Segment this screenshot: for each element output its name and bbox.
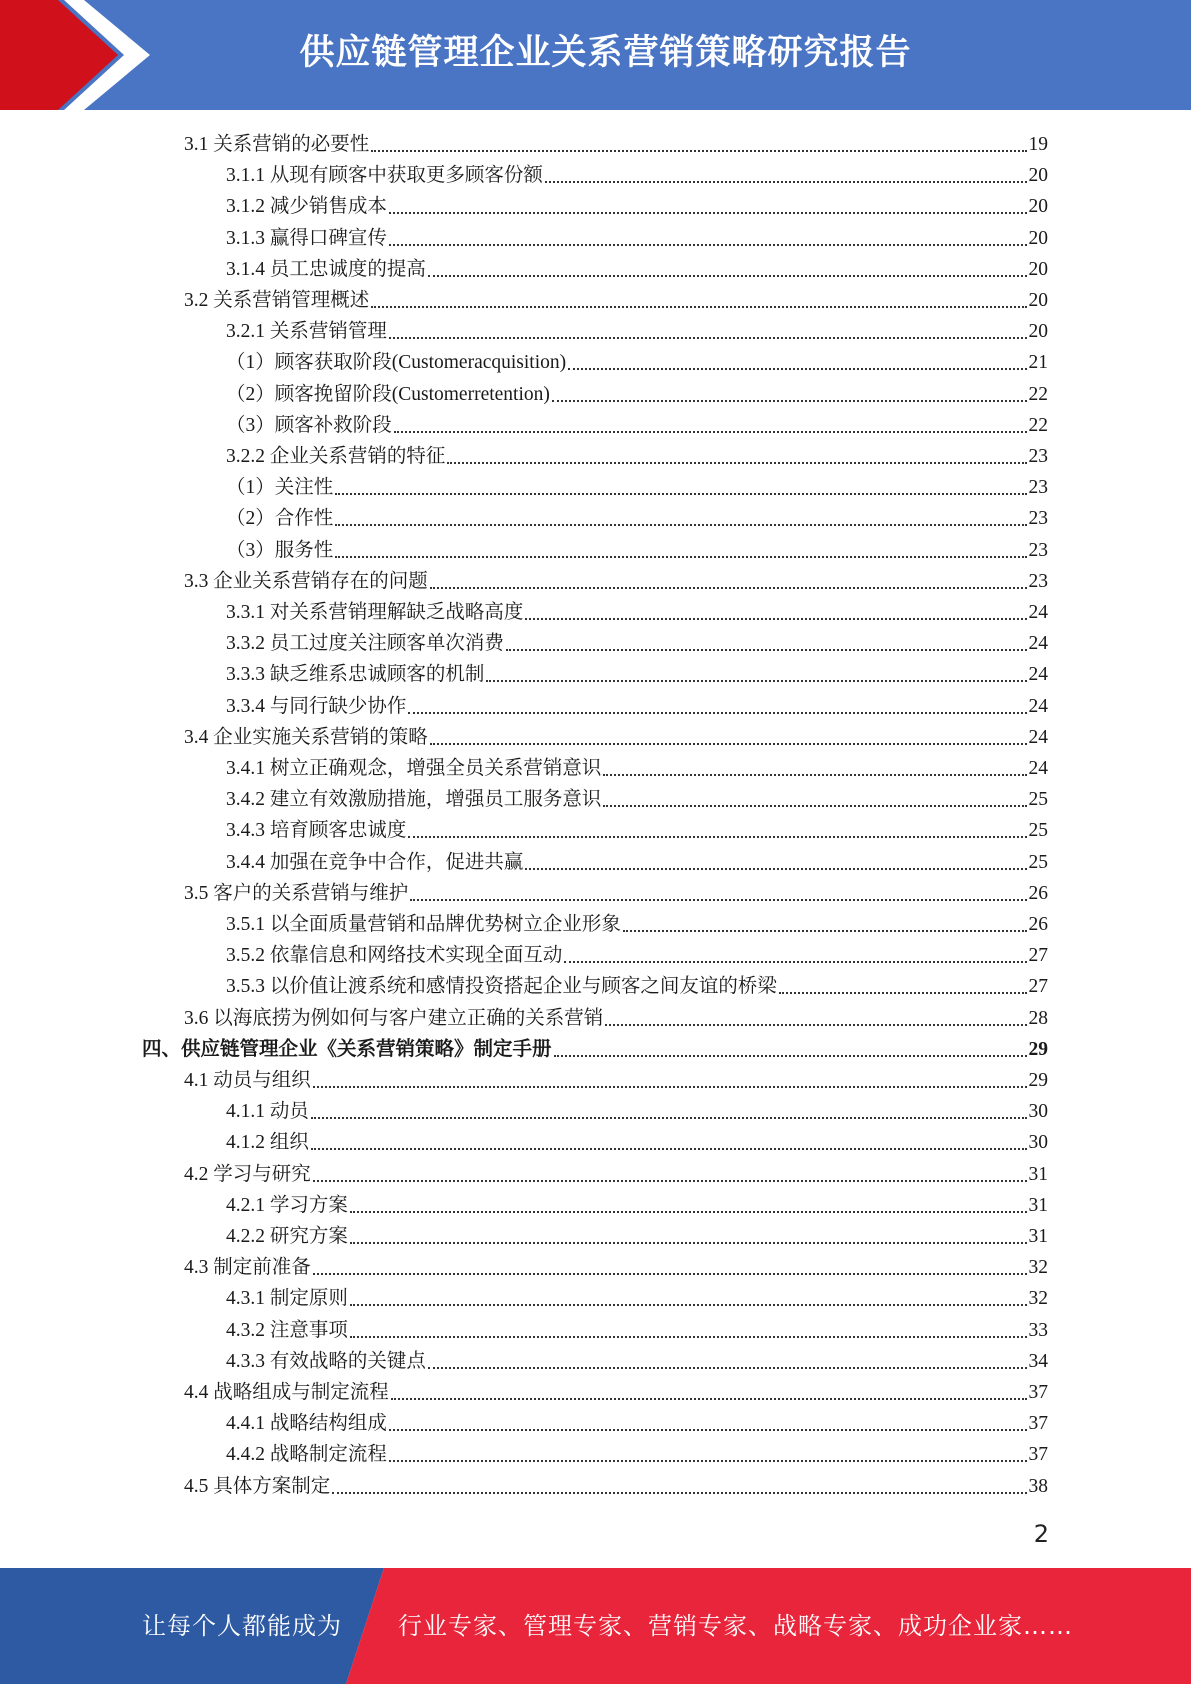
toc-entry[interactable]	[226, 221, 1048, 252]
toc-dot-leader	[350, 1211, 1027, 1213]
toc-dot-leader	[568, 368, 1026, 370]
toc-dot-leader	[410, 899, 1026, 901]
toc-entry-page: 22	[1028, 414, 1048, 436]
toc-entry-page: 20	[1028, 290, 1048, 311]
toc-dot-leader	[603, 774, 1026, 776]
toc-entry-title: 3.4.4 加强在竞争中合作，促进共赢	[226, 851, 524, 873]
toc-dot-leader	[486, 680, 1026, 682]
toc-entry-title: （3）服务性	[226, 539, 334, 561]
toc-entry-title: 3.1 关系营销的必要性	[184, 134, 370, 155]
toc-entry-page: 25	[1028, 789, 1048, 811]
toc-entry-title: 3.4 企业实施关系营销的策略	[184, 726, 428, 748]
toc-entry-page: 20	[1028, 227, 1048, 249]
toc-entry-title: （3）顾客补救阶段	[226, 414, 392, 436]
toc-entry[interactable]	[226, 1219, 1048, 1250]
toc-dot-leader	[389, 1429, 1027, 1431]
toc-entry-page: 20	[1028, 196, 1048, 218]
toc-dot-leader	[313, 1086, 1027, 1088]
toc-entry-title: 4.3.3 有效战略的关键点	[226, 1350, 426, 1372]
toc-entry[interactable]	[142, 1032, 1048, 1063]
toc-entry-title: 4.4.2 战略制定流程	[226, 1444, 387, 1466]
toc-dot-leader	[313, 1273, 1027, 1275]
toc-entry-title: 4.2.1 学习方案	[226, 1194, 348, 1216]
toc-entry[interactable]	[226, 1094, 1048, 1125]
toc-entry-title: 3.4.3 培育顾客忠诚度	[226, 820, 407, 842]
toc-entry[interactable]	[226, 751, 1048, 782]
toc-entry-title: 3.1.3 赢得口碑宣传	[226, 227, 387, 249]
toc-entry[interactable]	[226, 345, 1048, 376]
toc-entry[interactable]	[226, 533, 1048, 564]
toc-dot-leader	[408, 836, 1026, 838]
toc-entry[interactable]	[226, 657, 1048, 688]
toc-entry-title: 4.3.2 注意事项	[226, 1319, 348, 1341]
toc-dot-leader	[603, 805, 1026, 807]
toc-entry-title: 3.1.1 从现有顾客中获取更多顾客份额	[226, 165, 543, 187]
toc-entry-title: （2）合作性	[226, 508, 334, 530]
toc-entry[interactable]	[226, 1125, 1048, 1156]
toc-dot-leader	[332, 1492, 1026, 1494]
toc-entry-title: 4.2.2 研究方案	[226, 1226, 348, 1247]
toc-entry-title: 3.5.3 以价值让渡系统和感情投资搭起企业与顾客之间友谊的桥梁	[226, 976, 777, 998]
toc-dot-leader	[525, 868, 1026, 870]
toc-entry[interactable]	[184, 1063, 1048, 1094]
toc-entry[interactable]	[226, 1344, 1048, 1375]
toc-entry-page: 20	[1028, 165, 1048, 187]
toc-entry-title: 3.4.1 树立正确观念，增强全员关系营销意识	[226, 758, 602, 779]
toc-dot-leader	[371, 306, 1026, 308]
toc-entry[interactable]	[226, 501, 1048, 532]
toc-entry-page: 24	[1028, 758, 1048, 779]
toc-entry-page: 27	[1028, 945, 1048, 967]
toc-entry[interactable]	[226, 252, 1048, 283]
toc-entry-page: 26	[1028, 914, 1048, 935]
toc-entry-title: （2）顾客挽留阶段(Customerretention)	[226, 383, 550, 405]
toc-entry-page: 25	[1028, 820, 1048, 842]
toc-dot-leader	[313, 1180, 1027, 1182]
toc-entry-title: 4.3 制定前准备	[184, 1257, 311, 1279]
toc-entry-page: 19	[1028, 134, 1048, 155]
toc-entry-page: 31	[1028, 1194, 1048, 1216]
toc-entry-page: 25	[1028, 851, 1048, 873]
toc-dot-leader	[389, 337, 1027, 339]
toc-entry[interactable]	[184, 127, 1048, 158]
toc-entry-title: （1）关注性	[226, 477, 334, 499]
toc-dot-leader	[428, 275, 1027, 277]
toc-entry-title: 四、供应链管理企业《关系营销策略》制定手册	[142, 1038, 552, 1060]
toc-entry-page: 21	[1028, 352, 1048, 374]
toc-entry-title: 3.6 以海底捞为例如何与客户建立正确的关系营销	[184, 1007, 604, 1029]
toc-entry-page: 26	[1028, 882, 1048, 904]
toc-entry-title: 4.4 战略组成与制定流程	[184, 1382, 389, 1403]
toc-entry[interactable]	[226, 189, 1048, 220]
toc-dot-leader	[506, 649, 1027, 651]
toc-dot-leader	[623, 930, 1027, 932]
toc-dot-leader	[525, 618, 1026, 620]
toc-entry-title: 4.1.2 组织	[226, 1132, 309, 1154]
toc-entry-title: 3.3 企业关系营销存在的问题	[184, 570, 428, 592]
toc-entry-page: 28	[1028, 1007, 1048, 1029]
toc-dot-leader	[430, 587, 1027, 589]
toc-dot-leader	[391, 1398, 1027, 1400]
toc-dot-leader	[552, 400, 1027, 402]
toc-entry[interactable]	[226, 845, 1048, 876]
toc-entry[interactable]	[184, 720, 1048, 751]
toc-entry-page: 37	[1028, 1444, 1048, 1466]
toc-entry[interactable]	[184, 1001, 1048, 1032]
toc-entry[interactable]	[226, 782, 1048, 813]
toc-entry-title: 3.1.2 减少销售成本	[226, 196, 387, 218]
toc-entry-page: 27	[1028, 976, 1048, 998]
toc-entry-page: 23	[1028, 539, 1048, 561]
toc-dot-leader	[311, 1117, 1027, 1119]
toc-dot-leader	[605, 1024, 1026, 1026]
toc-dot-leader	[371, 150, 1026, 152]
header-band	[0, 0, 1191, 110]
toc-entry-title: 3.2 关系营销管理概述	[184, 290, 370, 311]
toc-entry[interactable]	[226, 1313, 1048, 1344]
toc-dot-leader	[779, 992, 1027, 994]
toc-entry-page: 24	[1028, 664, 1048, 686]
toc-entry-page: 33	[1028, 1319, 1048, 1341]
toc-entry-page: 31	[1028, 1226, 1048, 1247]
toc-entry-title: 3.2.1 关系营销管理	[226, 321, 387, 343]
toc-entry-title: 3.3.1 对关系营销理解缺乏战略高度	[226, 602, 524, 623]
toc-entry-title: 3.1.4 员工忠诚度的提高	[226, 258, 426, 280]
toc-dot-leader	[311, 1148, 1027, 1150]
toc-entry-page: 37	[1028, 1413, 1048, 1435]
toc-entry[interactable]	[226, 314, 1048, 345]
toc-entry-title: 4.2 学习与研究	[184, 1163, 311, 1185]
toc-dot-leader	[564, 961, 1026, 963]
toc-entry[interactable]	[226, 470, 1048, 501]
toc-entry-page: 31	[1028, 1163, 1048, 1185]
toc-entry-page: 29	[1028, 1038, 1048, 1060]
toc-dot-leader	[428, 1367, 1027, 1369]
toc-entry[interactable]	[184, 1157, 1048, 1188]
toc-entry-title: 3.2.2 企业关系营销的特征	[226, 446, 446, 467]
toc-entry-page: 24	[1028, 602, 1048, 623]
footer-slogan-right: 行业专家、管理专家、营销专家、战略专家、成功企业家……	[398, 1612, 1073, 1640]
toc-entry[interactable]	[226, 969, 1048, 1000]
toc-entry-title: 3.3.4 与同行缺少协作	[226, 695, 407, 717]
toc-entry-title: 3.3.3 缺乏维系忠诚顾客的机制	[226, 664, 485, 686]
toc-dot-leader	[350, 1336, 1027, 1338]
toc-entry-page: 38	[1028, 1475, 1048, 1497]
toc-entry[interactable]	[226, 439, 1048, 470]
toc-entry-page: 24	[1028, 726, 1048, 748]
toc-entry[interactable]	[226, 1281, 1048, 1312]
document-title: 供应链管理企业关系营销策略研究报告	[299, 33, 912, 73]
toc-entry[interactable]	[184, 1250, 1048, 1281]
toc-entry[interactable]	[226, 907, 1048, 938]
toc-entry-page: 32	[1028, 1288, 1048, 1310]
toc-entry-title: 3.5 客户的关系营销与维护	[184, 882, 409, 904]
toc-entry[interactable]	[226, 595, 1048, 626]
toc-entry-title: 4.4.1 战略结构组成	[226, 1413, 387, 1435]
toc-entry-page: 20	[1028, 258, 1048, 280]
toc-dot-leader	[545, 181, 1027, 183]
toc-entry-page: 24	[1028, 695, 1048, 717]
toc-entry-title: 4.1 动员与组织	[184, 1070, 311, 1091]
toc-entry[interactable]	[226, 1188, 1048, 1219]
toc-dot-leader	[447, 462, 1026, 464]
toc-entry[interactable]	[226, 938, 1048, 969]
toc-entry[interactable]	[226, 813, 1048, 844]
toc-entry-page: 20	[1028, 321, 1048, 343]
toc-entry-page: 37	[1028, 1382, 1048, 1403]
toc-dot-leader	[335, 493, 1026, 495]
toc-entry[interactable]	[184, 1469, 1048, 1500]
footer-slogan-left: 让每个人都能成为	[142, 1612, 342, 1640]
toc-entry-page: 23	[1028, 477, 1048, 499]
toc-dot-leader	[554, 1055, 1027, 1057]
toc-entry[interactable]	[226, 626, 1048, 657]
toc-entry-page: 24	[1028, 633, 1048, 655]
toc-entry-page: 34	[1028, 1350, 1048, 1372]
toc-entry-page: 23	[1028, 446, 1048, 467]
toc-entry-title: （1）顾客获取阶段(Customeracquisition)	[226, 352, 567, 374]
toc-entry[interactable]	[184, 1375, 1048, 1406]
toc-entry-title: 4.5 具体方案制定	[184, 1475, 331, 1497]
toc-entry-title: 3.3.2 员工过度关注顾客单次消费	[226, 633, 504, 655]
toc-entry[interactable]	[226, 158, 1048, 189]
toc-entry[interactable]	[226, 1406, 1048, 1437]
toc-entry[interactable]	[226, 377, 1048, 408]
toc-entry-page: 32	[1028, 1257, 1048, 1279]
toc-dot-leader	[350, 1304, 1027, 1306]
toc-dot-leader	[389, 212, 1027, 214]
toc-dot-leader	[335, 556, 1026, 558]
toc-entry[interactable]	[184, 876, 1048, 907]
toc-entry-title: 4.1.1 动员	[226, 1101, 309, 1123]
toc-entry-page: 22	[1028, 383, 1048, 405]
toc-entry-title: 4.3.1 制定原则	[226, 1288, 348, 1310]
toc-dot-leader	[408, 712, 1026, 714]
toc-dot-leader	[389, 1460, 1027, 1462]
toc-entry-page: 23	[1028, 508, 1048, 530]
toc-entry[interactable]	[226, 689, 1048, 720]
page-number: 2	[1033, 1520, 1049, 1548]
toc-entry[interactable]	[226, 408, 1048, 439]
toc-dot-leader	[394, 431, 1027, 433]
toc-entry-page: 23	[1028, 570, 1048, 592]
toc-dot-leader	[389, 244, 1027, 246]
toc-entry[interactable]	[184, 283, 1048, 314]
toc-entry-page: 29	[1028, 1070, 1048, 1091]
toc-entry-title: 3.5.1 以全面质量营销和品牌优势树立企业形象	[226, 914, 621, 935]
toc-entry[interactable]	[184, 564, 1048, 595]
toc-dot-leader	[430, 743, 1027, 745]
toc-entry-page: 30	[1028, 1101, 1048, 1123]
toc-dot-leader	[350, 1242, 1027, 1244]
toc-dot-leader	[335, 524, 1026, 526]
toc-entry-title: 3.5.2 依靠信息和网络技术实现全面互动	[226, 945, 563, 967]
toc-entry[interactable]	[226, 1437, 1048, 1468]
toc-entry-title: 3.4.2 建立有效激励措施，增强员工服务意识	[226, 789, 602, 811]
toc-entry-page: 30	[1028, 1132, 1048, 1154]
